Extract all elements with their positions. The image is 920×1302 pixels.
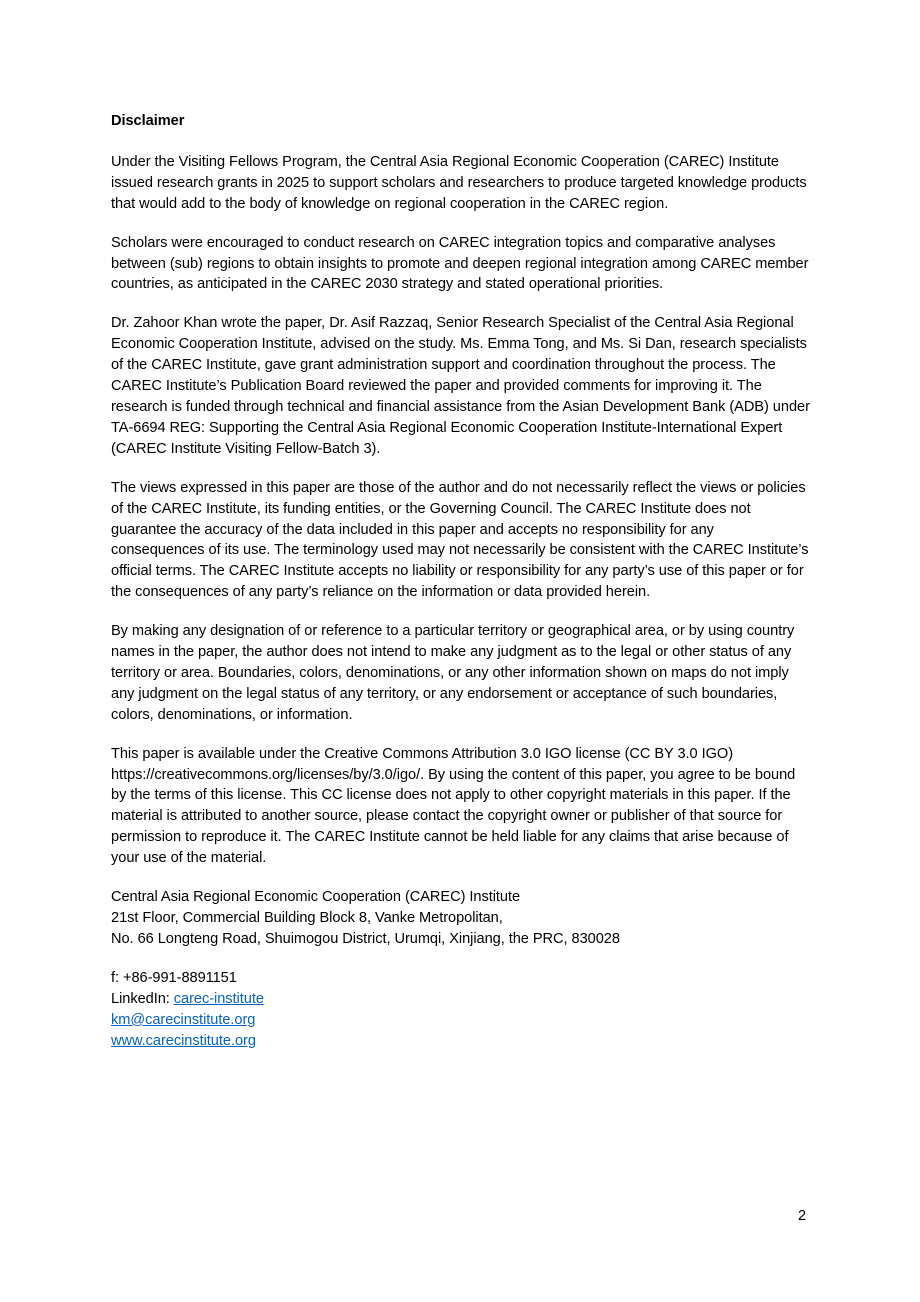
linkedin-label: LinkedIn:: [111, 990, 174, 1007]
email-link[interactable]: km@carecinstitute.org: [111, 1011, 256, 1028]
paragraph-authors: Dr. Zahoor Khan wrote the paper, Dr. Asif Razzaq, Senior Research Specialist of the Central Asia Regional Economic Cooperation Institute, advised on the study. Ms. Emma Tong, and Ms. Si Dan, research specialists of the CAREC Institute, gave grant administration support and coordination throughout the process. The CAREC Institute’s Publication Board reviewed the paper and provided comments for improving it. The research is funded through technical and financial assistance from the Asian Development Bank (ADB) under TA-6694 REG: Supporting the Central Asia Regional Economic Cooperation Institute-International Expert (CAREC Institute Visiting Fellow-Batch 3).: [111, 315, 810, 457]
disclaimer-page: [111, 111, 811, 1069]
paragraph-license: This paper is available under the Creative Commons Attribution 3.0 IGO license (CC BY 3.0 IGO) https://creativecommons.org/licenses/by/3.0/igo/. By using the content of this paper, you agree to be bound by the terms of this license. This CC license does not apply to other copyright materials in this paper. If the material is attributed to another source, please contact the copyright owner or publisher of that source for permission to reproduce it. The CAREC Institute cannot be held liable for any claims that arise because of your use of the material.: [111, 745, 796, 867]
page-number: 2: [798, 1208, 807, 1224]
address-line-2: 21st Floor, Commercial Building Block 8, Vanke Metropolitan,: [111, 910, 503, 926]
address-line-1: Central Asia Regional Economic Cooperation (CAREC) Institute: [111, 889, 521, 906]
address-block: [111, 887, 811, 950]
linkedin-link[interactable]: carec-institute: [173, 990, 264, 1007]
fax-number: f: +86-991-8891151: [111, 969, 237, 986]
website-line: [111, 1031, 811, 1052]
website-link[interactable]: www.carecinstitute.org: [111, 1032, 256, 1049]
paragraph-scholars: Scholars were encouraged to conduct research on CAREC integration topics and comparative analyses between (sub) regions to obtain insights to promote and deepen regional integration among CAREC member countries, as anticipated in the CAREC 2030 strategy and stated operational priorities.: [111, 234, 809, 293]
paragraph-visiting-fellows: Under the Visiting Fellows Program, the Central Asia Regional Economic Cooperation (CAREC) Institute issued research grants in 2025 to support scholars and researchers to produce targeted knowledge products that would add to the body of knowledge on regional cooperation in the CAREC region.: [111, 153, 807, 212]
email-line: [111, 1010, 811, 1031]
contact-block: [111, 968, 811, 1052]
linkedin-line: [111, 989, 811, 1010]
address-line-3: No. 66 Longteng Road, Shuimogou District, Urumqi, Xinjiang, the PRC, 830028: [111, 930, 620, 947]
paragraph-designation: By making any designation of or reference to a particular territory or geographical area, or by using country names in the paper, the author does not intend to make any judgment as to the legal or other status of any territory or area. Boundaries, colors, denominations, or any other information shown on maps do not imply any judgment on the legal status of any territory, or any endorsement or acceptance of such boundaries, colors, denominations, or information.: [111, 623, 795, 723]
disclaimer-heading: Disclaimer: [111, 113, 185, 129]
paragraph-views: The views expressed in this paper are those of the author and do not necessarily reflect the views or policies of the CAREC Institute, its funding entities, or the Governing Council. The CAREC Institute does not guarantee the accuracy of the data included in this paper and accepts no responsibility for any consequences of its use. The terminology used may not necessarily be consistent with the CAREC Institute’s official terms. The CAREC Institute accepts no liability or responsibility for any party’s use of this paper or for the consequences of any party’s reliance on the information or data provided herein.: [111, 479, 809, 601]
